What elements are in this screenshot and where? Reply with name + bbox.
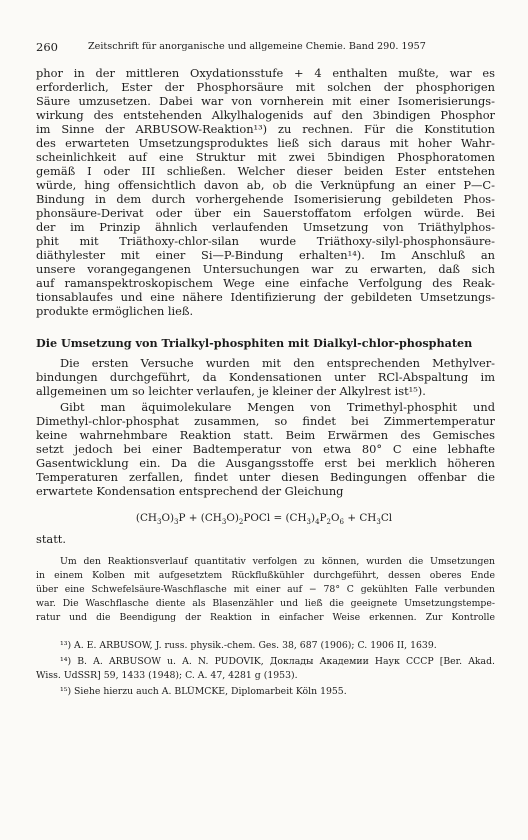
footnote: ¹⁴) B. A. ARBUSOW u. A. N. PUDOVIK, Доклады Академии Наук СССР [Ber. Akad. (60, 656, 495, 667)
small-print-line: in einem Kolben mit aufgesetztem Rückflußkühler durchgeführt, dessen oberes Ende (36, 570, 495, 581)
body-line: setzt jedoch bei einer Badtemperatur von etwa 80° C eine lebhafte (36, 442, 495, 456)
body-line: bindungen durchgeführt, da Kondensationen unter RCl-Abspaltung im (36, 370, 495, 384)
body-line: phonsäure-Derivat oder über ein Sauerstoffatom erfolgen würde. Bei (36, 206, 495, 220)
body-line: Temperaturen zerfallen, findet unter diesen Bedingungen offenbar die (36, 470, 495, 484)
body-line: phit mit Triäthoxy-chlor-silan wurde Triäthoxy-silyl-phosphonsäure- (36, 234, 495, 248)
page-number: 260 (36, 40, 58, 54)
footnote: ¹⁵) Siehe hierzu auch A. BLÜMCKE, Diplomarbeit Köln 1955. (60, 686, 347, 697)
body-line: Die ersten Versuche wurden mit den entsprechenden Methylver- (60, 356, 495, 370)
body-line: des erwarteten Umsetzungsproduktes ließ sich daraus mit hoher Wahr- (36, 136, 495, 150)
small-print-line: war. Die Waschflasche diente als Blasenzähler und ließ die geeignete Umsetzungstempe- (36, 598, 495, 609)
body-line: Dimethyl-chlor-phosphat zusammen, so findet bei Zimmertemperatur (36, 414, 495, 428)
body-line: erforderlich, Ester der Phosphorsäure mit solchen der phosphorigen (36, 80, 495, 94)
body-line: erwartete Kondensation entsprechend der Gleichung (36, 484, 344, 498)
body-line: würde, hing offensichtlich davon ab, ob die Verknüpfung an einer P—C- (36, 178, 495, 192)
body-line: wirkung des entstehenden Alkylhalogenids auf den 3bindigen Phosphor (36, 108, 495, 122)
body-line: der im Prinzip ähnlich verlaufenden Umsetzung von Triäthylphos- (36, 220, 495, 234)
section-heading: Die Umsetzung von Trialkyl-phosphiten mit Dialkyl-chlor-phosphaten (36, 336, 473, 350)
body-line: statt. (36, 532, 66, 546)
body-line: produkte ermöglichen ließ. (36, 304, 194, 318)
small-print-line: Um den Reaktionsverlauf quantitativ verfolgen zu können, wurden die Umsetzungen (60, 556, 495, 567)
body-line: phor in der mittleren Oxydationsstufe + 4 enthalten mußte, war es (36, 66, 495, 80)
body-line: Bindung in dem durch vorhergehende Isomerisierung gebildeten Phos- (36, 192, 495, 206)
body-line: unsere vorangegangenen Untersuchungen war zu erwarten, daß sich (36, 262, 495, 276)
chemical-equation: $(CH_3O)_3P$ + $(CH_3O)_2POCl = (CH_3)_4P_2O_6 + CH_3Cl$ (135, 512, 393, 527)
footnote: ¹³) A. E. ARBUSOW, J. russ. physik.-chem. Ges. 38, 687 (1906); C. 1906 II, 1639. (60, 640, 437, 651)
body-line: gemäß I oder III schließen. Welcher dieser beiden Ester entstehen (36, 164, 495, 178)
footnote-continuation: Wiss. UdSSR] 59, 1433 (1948); C. A. 47, 4281 g (1953). (36, 670, 298, 681)
body-line: Säure umzusetzen. Dabei war von vornherein mit einer Isomerisierungs- (36, 94, 495, 108)
body-line: Gasentwicklung ein. Da die Ausgangsstoffe erst bei merklich höheren (36, 456, 495, 470)
page-header (36, 40, 496, 56)
body-line: keine wahrnehmbare Reaktion statt. Beim Erwärmen des Gemisches (36, 428, 495, 442)
body-line: tionsablaufes und eine nähere Identifizierung der gebildeten Umsetzungs- (36, 290, 495, 304)
body-line: diäthylester mit einer Si—P-Bindung erhalten¹⁴). Im Anschluß an (36, 248, 495, 262)
small-print-line: ratur und die Beendigung der Reaktion in einfacher Weise erkennen. Zur Kontrolle (36, 612, 495, 623)
body-line: auf ramanspektroskopischem Wege eine einfache Verfolgung des Reak- (36, 276, 495, 290)
small-print-line: über eine Schwefelsäure-Waschflasche mit einer auf − 78° C gekühlten Falle verbunden (36, 584, 495, 595)
body-line: im Sinne der ARBUSOW-Reaktion¹³) zu rechnen. Für die Konstitution (36, 122, 495, 136)
running-title: Zeitschrift für anorganische und allgemeine Chemie. Band 290. 1957 (88, 41, 426, 52)
body-line: scheinlichkeit auf eine Struktur mit zwei 5bindigen Phosphoratomen (36, 150, 495, 164)
body-line: allgemeinen um so leichter verlaufen, je kleiner der Alkylrest ist¹⁵). (36, 384, 426, 398)
body-line: Gibt man äquimolekulare Mengen von Trimethyl-phosphit und (60, 400, 495, 414)
